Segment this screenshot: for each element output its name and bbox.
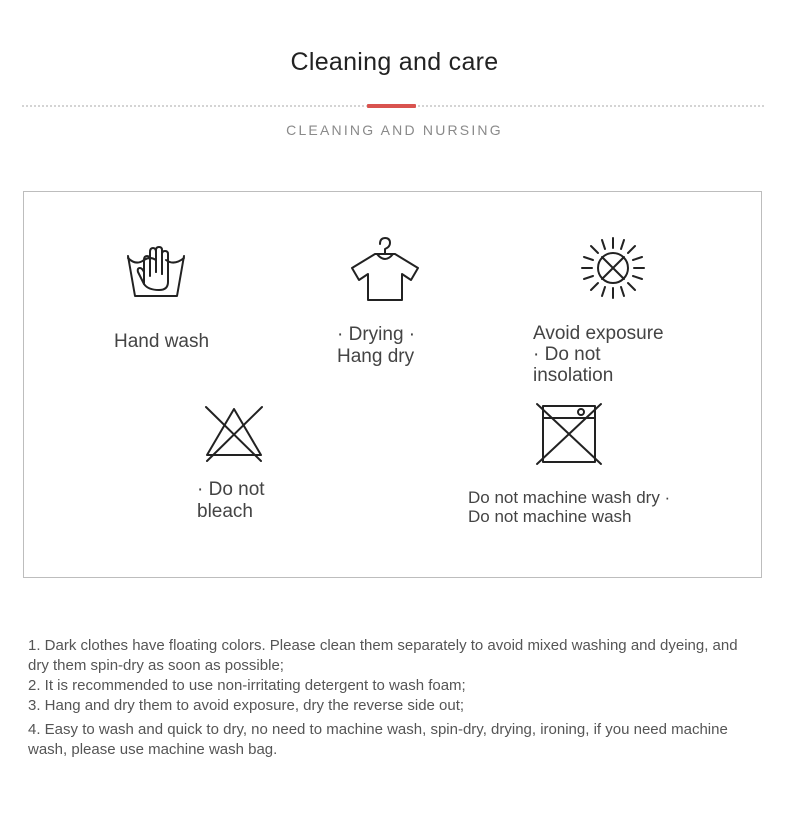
care-label-no-machine-wash: Do not machine wash dry · Do not machine wash — [468, 488, 671, 526]
note-item: 1. Dark clothes have floating colors. Please clean them separately to avoid mixed washing and dyeing, and dry them spin-dry as soon as possible; — [28, 637, 738, 674]
care-label-no-bleach: · Do not bleach — [197, 479, 265, 522]
page-subtitle: CLEANING AND NURSING — [286, 122, 503, 138]
no-machine-wash-icon — [535, 402, 603, 466]
accent-bar — [367, 104, 416, 108]
page-title: Cleaning and care — [290, 48, 499, 76]
sun-crossed-icon — [580, 236, 646, 300]
care-label-hang-dry: · Drying · Hang dry — [337, 324, 416, 367]
hand-wash-icon — [126, 246, 186, 298]
note-item: 2. It is recommended to use non-irritating detergent to wash foam; — [28, 677, 466, 694]
note-item: 4. Easy to wash and quick to dry, no need to machine wash, spin-dry, drying, ironing, if you need machine wash, please use machine wash bag. — [28, 721, 728, 758]
care-label-avoid-exposure: Avoid exposure · Do not insolation — [533, 323, 664, 386]
hang-dry-icon — [350, 236, 420, 302]
note-item: 3. Hang and dry them to avoid exposure, dry the reverse side out; — [28, 697, 465, 714]
no-bleach-icon — [203, 403, 265, 463]
care-notes — [28, 636, 758, 760]
care-label-hand-wash: Hand wash — [114, 331, 210, 352]
